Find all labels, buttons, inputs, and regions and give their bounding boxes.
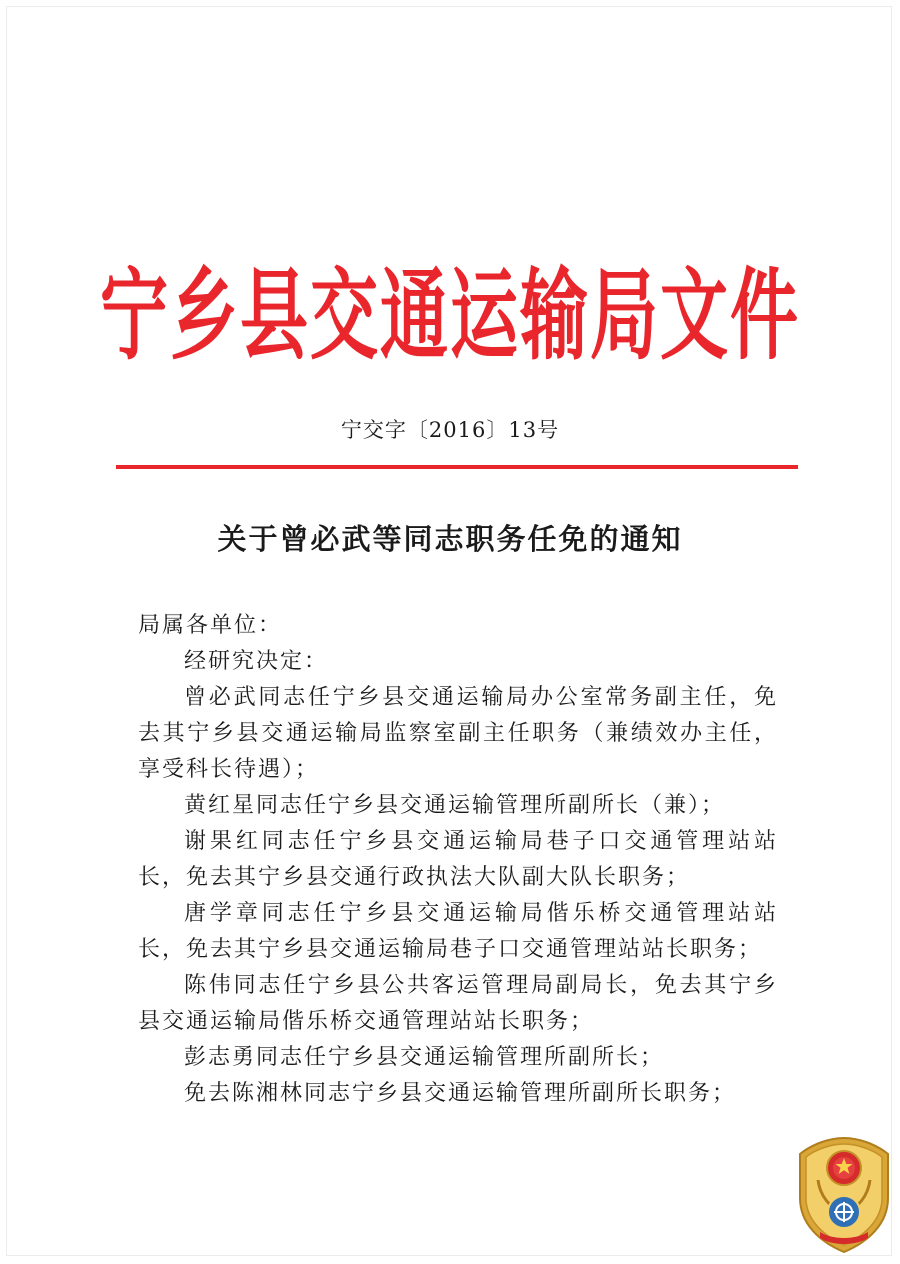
- body-paragraph: 彭志勇同志任宁乡县交通运输管理所副所长；: [184, 1045, 665, 1070]
- body-paragraph: 谢果红同志任宁乡县交通运输局巷子口交通管理站站长，免去其宁乡县交通行政执法大队副大队长职务；: [138, 829, 778, 890]
- body-paragraph: 陈伟同志任宁乡县公共客运管理局副局长，免去其宁乡县交通运输局偕乐桥交通管理站站长职务；: [138, 973, 778, 1034]
- body-paragraph: 唐学章同志任宁乡县交通运输局偕乐桥交通管理站站长，免去其宁乡县交通运输局巷子口交通管理站站长职务；: [138, 901, 778, 962]
- document-body: [138, 608, 778, 1112]
- transport-emblem-icon: [796, 1136, 892, 1254]
- salutation: 局属各单位：: [138, 613, 283, 638]
- header-red-rule: [116, 465, 798, 469]
- body-paragraph: 黄红星同志任宁乡县交通运输管理所副所长（兼）；: [184, 793, 726, 818]
- body-paragraph: 曾必武同志任宁乡县交通运输局办公室常务副主任，免去其宁乡县交通运输局监察室副主任职务（兼绩效办主任，享受科长待遇）；: [138, 685, 778, 782]
- body-paragraph: 经研究决定：: [184, 649, 329, 674]
- document-header: 宁乡县交通运输局文件: [99, 259, 800, 375]
- document-title: 关于曾必武等同志职务任免的通知: [217, 522, 683, 556]
- document-number: 宁交字〔2016〕13号: [340, 418, 560, 442]
- body-paragraph: 免去陈湘林同志宁乡县交通运输管理所副所长职务；: [184, 1081, 737, 1106]
